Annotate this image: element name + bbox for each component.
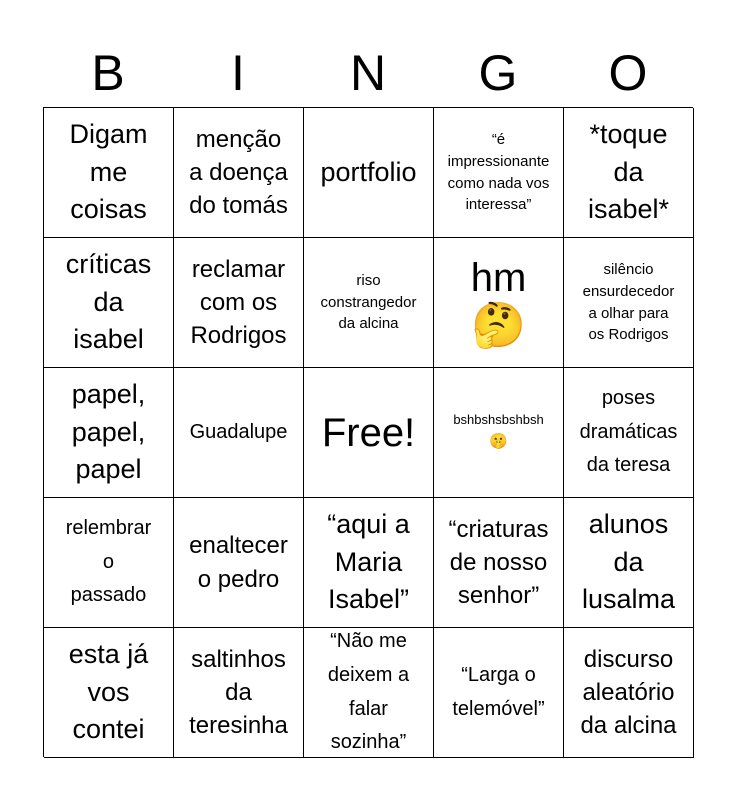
cell-text: reclamar com os Rodrigos [190,255,287,350]
bingo-cell[interactable] [564,368,694,498]
header-letter-n: N [349,45,387,101]
cell-text: riso constrangedor da alcina [320,271,417,333]
bingo-cell[interactable] [564,628,694,758]
bingo-cell[interactable] [174,498,304,628]
cell-text: discurso aleatório da alcina [580,645,677,740]
thinking-face-icon: 🤔 [471,301,526,351]
cell-text: papel, papel, papel [71,378,146,485]
cell-text: *toque da isabel* [587,118,670,225]
bingo-cell[interactable] [174,108,304,238]
bingo-cell[interactable] [304,238,434,368]
bingo-cell[interactable] [304,628,434,758]
cell-text: críticas da isabel [65,248,152,355]
cell-text: esta já vos contei [68,638,149,745]
header-letter-o: O [608,45,648,101]
cell-text: “Não me deixem a falar sozinha” [327,630,410,754]
cell-text: bshbshsbshbsh [453,412,544,428]
cell-text: enaltecer o pedro [189,532,288,593]
cell-text: alunos da lusalma [581,508,676,615]
cell-text: menção a doença do tomás [189,125,288,220]
header-letter-b: B [91,45,125,101]
bingo-cell[interactable] [434,238,564,368]
bingo-cell[interactable] [44,628,174,758]
cell-text: Guadalupe [189,420,288,443]
bingo-card-grid [43,107,693,757]
bingo-cell[interactable] [564,498,694,628]
bingo-cell[interactable] [564,238,694,368]
bingo-cell[interactable] [434,108,564,238]
bingo-cell[interactable] [44,368,174,498]
header-letter-g: G [478,45,518,101]
cell-text: saltinhos da teresinha [189,645,288,740]
bingo-cell[interactable] [304,108,434,238]
bingo-header [43,38,693,108]
cell-text: “é impressionante como nada vos interessa” [447,131,550,214]
cell-text: hm [470,256,527,301]
cell-text: “criaturas de nosso senhor” [448,515,549,610]
bingo-cell[interactable] [174,368,304,498]
header-letter-i: I [231,45,245,101]
free-space-label: Free! [321,410,416,455]
cell-text: silêncio ensurdecedor a olhar para os Rodrigos [582,261,675,344]
cell-text: “Larga o telemóvel” [452,663,545,720]
bingo-cell[interactable] [434,498,564,628]
bingo-cell[interactable] [44,238,174,368]
bingo-cell[interactable] [304,498,434,628]
bingo-cell[interactable] [174,238,304,368]
cell-text: portfolio [320,156,417,187]
bingo-cell[interactable] [564,108,694,238]
bingo-cell[interactable] [44,108,174,238]
shushing-face-icon: 🤫 [489,432,508,450]
cell-text: Digam me coisas [69,118,148,225]
cell-text: relembrar o passado [65,517,152,607]
cell-text: “aqui a Maria Isabel” [327,508,410,615]
cell-text: poses dramáticas da teresa [579,387,678,477]
bingo-cell[interactable] [174,628,304,758]
bingo-cell[interactable] [434,368,564,498]
bingo-cell[interactable] [434,628,564,758]
bingo-cell[interactable] [44,498,174,628]
free-space-cell[interactable] [304,368,434,498]
